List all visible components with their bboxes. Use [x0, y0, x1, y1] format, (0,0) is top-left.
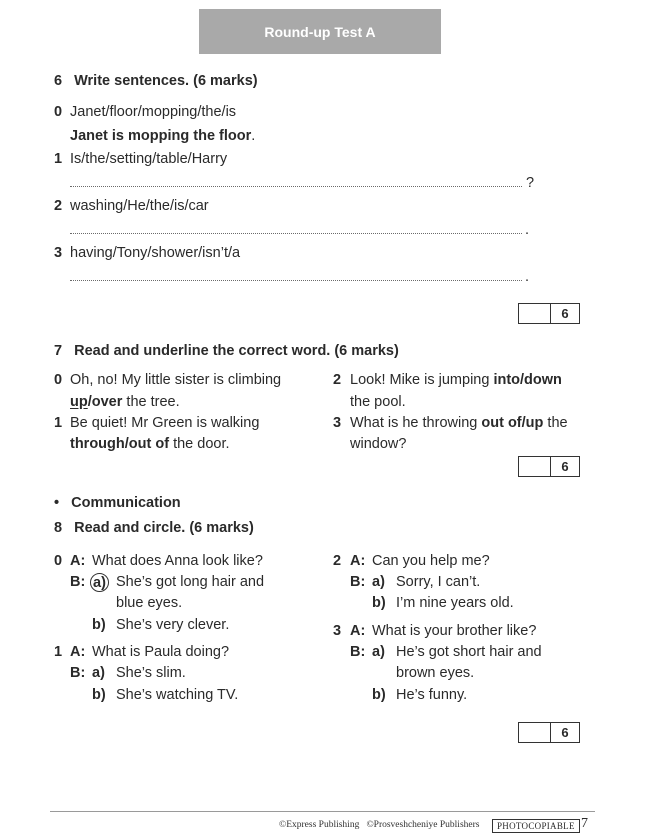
item-number: 2: [333, 372, 342, 388]
section-number: 8: [54, 520, 63, 536]
option-label[interactable]: a): [92, 665, 105, 681]
publisher-credits: ©Express Publishing ©Prosveshcheniye Publishers: [279, 820, 480, 830]
option-label[interactable]: b): [372, 687, 386, 703]
sentence-rest: the tree.: [122, 394, 180, 410]
option-text: She’s very clever.: [116, 617, 230, 633]
section-title: Write sentences. (6 marks): [74, 73, 258, 89]
speaker-a-label: A:: [350, 623, 366, 639]
question-text: Can you help me?: [372, 553, 490, 569]
option-text: I’m nine years old.: [396, 595, 514, 611]
section-title: Read and underline the correct word. (6 marks): [74, 343, 399, 359]
bullet-icon: •: [54, 495, 60, 511]
option-label[interactable]: b): [372, 595, 386, 611]
sentence-line: window?: [350, 436, 407, 452]
word-options[interactable]: into/down: [493, 372, 562, 388]
scrambled-prompt: having/Tony/shower/isn’t/a: [70, 245, 241, 261]
word-option: over: [91, 394, 123, 410]
circled-option-label[interactable]: [92, 573, 109, 592]
answer-line[interactable]: [70, 233, 522, 234]
sentence-start: What is he throwing: [350, 415, 482, 431]
answer-line[interactable]: [70, 280, 522, 281]
underlined-answer: up: [70, 394, 88, 410]
item-number: 3: [333, 623, 342, 639]
page-number: 7: [581, 816, 588, 831]
sentence-rest: the: [543, 415, 568, 431]
item-number: 2: [54, 198, 63, 214]
score-box: [518, 456, 580, 477]
answer-line[interactable]: [70, 186, 522, 187]
sentence-line: Be quiet! Mr Green is walking: [70, 415, 260, 431]
score-box: [518, 303, 580, 324]
score-entry-cell[interactable]: [519, 304, 551, 323]
line-end-punctuation: .: [525, 222, 530, 238]
option-text: Sorry, I can’t.: [396, 574, 481, 590]
option-label[interactable]: b): [92, 617, 106, 633]
option-label[interactable]: a): [372, 644, 385, 660]
item-number: 1: [54, 644, 63, 660]
test-title-banner: [199, 9, 441, 54]
score-entry-cell[interactable]: [519, 457, 551, 476]
communication-heading: [54, 495, 181, 511]
sentence-line: the pool.: [350, 394, 406, 410]
score-total: 6: [561, 306, 569, 321]
speaker-a-label: A:: [70, 644, 86, 660]
speaker-b-label: B:: [70, 665, 86, 681]
option-text: He’s funny.: [396, 687, 468, 703]
speaker-b-label: B:: [350, 644, 366, 660]
sentence-line: [350, 415, 568, 431]
footer-divider: [50, 811, 595, 812]
option-text: blue eyes.: [116, 595, 183, 611]
option-text: He’s got short hair and: [396, 644, 542, 660]
section-number: 6: [54, 73, 63, 89]
item-number: 0: [54, 553, 63, 569]
item-number: 1: [54, 151, 63, 167]
example-answer: [70, 128, 255, 144]
item-number: 2: [333, 553, 342, 569]
scrambled-prompt: Is/the/setting/table/Harry: [70, 151, 228, 167]
speaker-b-label: B:: [350, 574, 366, 590]
sentence-rest: the door.: [169, 436, 230, 452]
item-number: 0: [54, 104, 63, 120]
option-text: She’s watching TV.: [116, 687, 239, 703]
question-text: What is your brother like?: [372, 623, 537, 639]
question-text: What is Paula doing?: [92, 644, 230, 660]
score-entry-cell[interactable]: [519, 723, 551, 742]
option-label[interactable]: b): [92, 687, 106, 703]
line-end-punctuation: .: [525, 269, 530, 285]
sentence-line: [70, 394, 180, 410]
circled-answer: a): [90, 573, 109, 592]
item-number: 3: [333, 415, 342, 431]
option-label[interactable]: a): [372, 574, 385, 590]
section-8-heading: [54, 520, 254, 536]
word-options[interactable]: out of/up: [481, 415, 544, 431]
score-total: 6: [561, 459, 569, 474]
word-options[interactable]: through/out of: [70, 436, 170, 452]
section-title: Read and circle. (6 marks): [74, 520, 254, 536]
sentence-line: Oh, no! My little sister is climbing: [70, 372, 282, 388]
score-total: 6: [561, 725, 569, 740]
answer-period: .: [251, 128, 256, 144]
option-slash: /: [87, 394, 92, 410]
option-text: She’s slim.: [116, 665, 186, 681]
item-number: 1: [54, 415, 63, 431]
scrambled-prompt: washing/He/the/is/car: [70, 198, 209, 214]
score-box: [518, 722, 580, 743]
line-end-punctuation: ?: [526, 175, 535, 191]
section-7-heading: [54, 343, 399, 359]
sentence-start: Look! Mike is jumping: [350, 372, 494, 388]
sentence-line: [70, 436, 230, 452]
example-answer-text: Janet is mopping the floor: [70, 128, 252, 144]
communication-label: Communication: [71, 495, 181, 511]
question-text: What does Anna look like?: [92, 553, 263, 569]
sentence-line: [350, 372, 562, 388]
test-title: Round-up Test A: [264, 23, 376, 40]
speaker-a-label: A:: [350, 553, 366, 569]
scrambled-prompt: Janet/floor/mopping/the/is: [70, 104, 237, 120]
section-6-heading: [54, 73, 258, 89]
photocopiable-label: PHOTOCOPIABLE: [492, 819, 580, 833]
speaker-b-label: B:: [70, 574, 86, 590]
option-text: brown eyes.: [396, 665, 475, 681]
speaker-a-label: A:: [70, 553, 86, 569]
section-number: 7: [54, 343, 63, 359]
item-number: 3: [54, 245, 63, 261]
option-text: She’s got long hair and: [116, 574, 265, 590]
item-number: 0: [54, 372, 63, 388]
